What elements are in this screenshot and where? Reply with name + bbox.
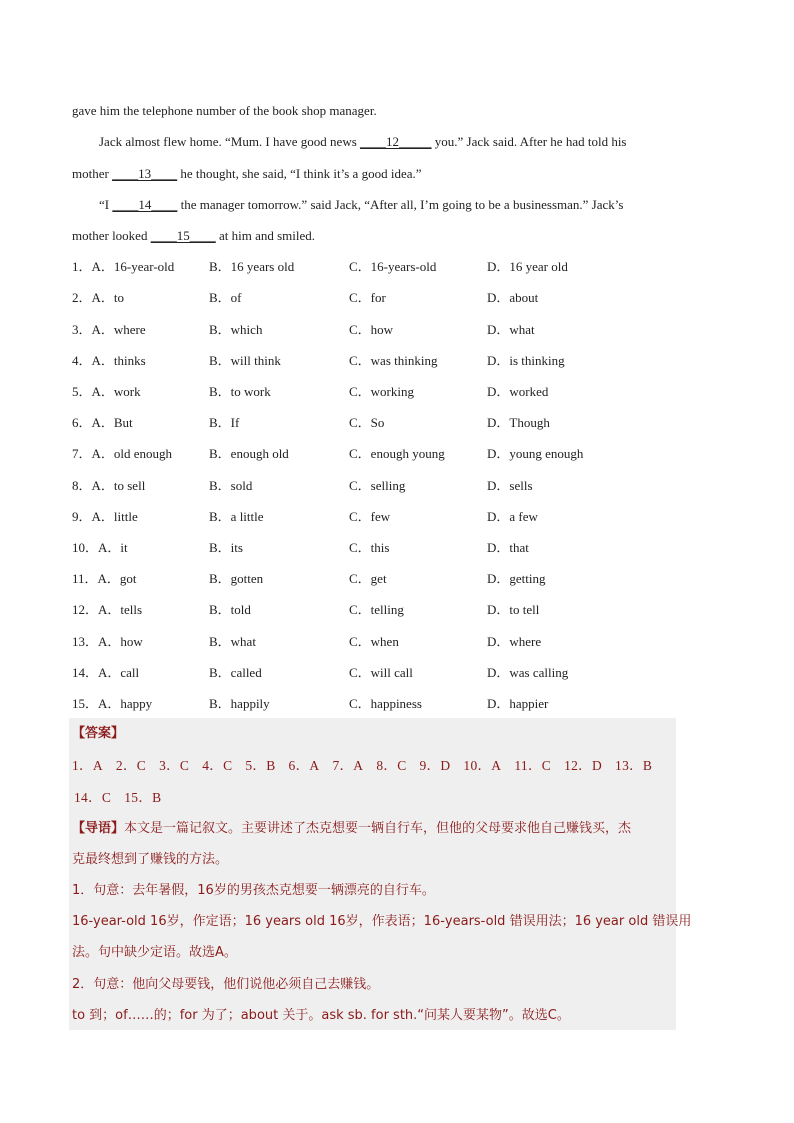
option-a: 8．A．to sell [72, 478, 146, 493]
option-a: 1．A．16-year-old [72, 259, 175, 274]
question-row [72, 634, 672, 650]
option-b: B．If [209, 415, 240, 430]
option-d: D．where [487, 634, 542, 649]
question-row [72, 353, 672, 369]
option-d: D．Though [487, 415, 550, 430]
answer-keys-row-2 [74, 789, 174, 807]
passage-text: mother [72, 166, 113, 181]
option-d: D．worked [487, 384, 549, 399]
option-c: C．get [349, 571, 387, 586]
answer-key: 5．B [245, 758, 276, 773]
question-row [72, 384, 672, 400]
answer-heading: 【答案】 [72, 726, 125, 741]
passage-line-5 [72, 228, 315, 244]
option-b: B．will think [209, 353, 281, 368]
option-d: D．what [487, 322, 535, 337]
option-d: D．to tell [487, 602, 540, 617]
answer-key: 6．A [288, 758, 320, 773]
option-a: 5．A．work [72, 384, 141, 399]
option-b: B．16 years old [209, 259, 295, 274]
option-c: C．happiness [349, 696, 422, 711]
answer-key: 7．A [332, 758, 364, 773]
explanation-1-title: 1．句意：去年暑假，16岁的男孩杰克想要一辆漂亮的自行车。 [72, 883, 435, 898]
option-b: B．its [209, 540, 243, 555]
intro-line-1 [72, 820, 631, 838]
option-a: 15．A．happy [72, 696, 153, 711]
question-row [72, 665, 672, 681]
option-b: B．happily [209, 696, 270, 711]
explanation-2-title: 2．句意：他向父母要钱，他们说他必须自己去赚钱。 [72, 977, 380, 992]
option-b: B．called [209, 665, 262, 680]
question-row [72, 696, 672, 712]
question-row [72, 540, 672, 556]
option-c: C．how [349, 322, 394, 337]
intro-text: 本文是一篇记叙文。主要讲述了杰克想要一辆自行车，但他的父母要求他自己赚钱买，杰 [124, 821, 632, 836]
question-row [72, 290, 672, 306]
answer-keys-row-1 [72, 757, 665, 775]
option-c: C．So [349, 415, 385, 430]
option-c: C．this [349, 540, 390, 555]
question-row [72, 322, 672, 338]
answer-key: 9．D [419, 758, 451, 773]
option-b: B．told [209, 602, 251, 617]
option-d: D．is thinking [487, 353, 565, 368]
option-a: 2．A．to [72, 290, 125, 305]
option-b: B．to work [209, 384, 271, 399]
answer-key: 8．C [376, 758, 407, 773]
answer-key: 1．A [72, 758, 103, 773]
option-c: C．working [349, 384, 415, 399]
passage-text: “I [99, 197, 113, 212]
answer-key: 12．D [564, 758, 603, 773]
passage-text: you.” Jack said. After he had told his [431, 134, 627, 149]
option-a: 12．A．tells [72, 602, 143, 617]
option-b: B．gotten [209, 571, 264, 586]
answer-key: 14．C [74, 790, 112, 805]
option-c: C．few [349, 509, 391, 524]
option-c: C．16-years-old [349, 259, 437, 274]
option-d: D．happier [487, 696, 549, 711]
option-a: 6．A．But [72, 415, 133, 430]
question-row [72, 415, 672, 431]
option-d: D．young enough [487, 446, 584, 461]
passage-text: mother looked [72, 228, 151, 243]
option-a: 3．A．where [72, 322, 146, 337]
option-d: D．was calling [487, 665, 569, 680]
option-a: 14．A．call [72, 665, 140, 680]
question-row [72, 478, 672, 494]
option-c: C．for [349, 290, 386, 305]
option-d: D．16 year old [487, 259, 568, 274]
passage-line-1: gave him the telephone number of the book shop manager. [72, 103, 377, 118]
question-row [72, 602, 672, 618]
question-row [72, 446, 672, 462]
answer-key: 2．C [115, 758, 147, 773]
option-d: D．a few [487, 509, 538, 524]
option-b: B．which [209, 322, 263, 337]
option-c: C．enough young [349, 446, 445, 461]
option-b: B．of [209, 290, 242, 305]
option-c: C．telling [349, 602, 404, 617]
option-b: B．a little [209, 509, 264, 524]
passage-text: at him and smiled. [215, 228, 316, 243]
blank-13: ____13____ [112, 166, 178, 181]
option-d: D．sells [487, 478, 533, 493]
option-a: 10．A．it [72, 540, 128, 555]
answer-key: 4．C [202, 758, 233, 773]
question-row [72, 509, 672, 525]
option-b: B．what [209, 634, 256, 649]
option-a: 9．A．little [72, 509, 138, 524]
option-d: D．getting [487, 571, 546, 586]
passage-line-2 [99, 134, 627, 150]
passage-line-3 [72, 166, 422, 182]
blank-14: ____14____ [112, 197, 178, 212]
option-b: B．enough old [209, 446, 289, 461]
intro-line-2: 克最终想到了赚钱的方法。 [72, 852, 229, 867]
passage-line-4 [99, 197, 623, 213]
option-c: C．selling [349, 478, 406, 493]
intro-label: 【导语】 [72, 821, 125, 836]
blank-12: ____12_____ [360, 134, 432, 149]
explanation-1-line-2: 法。句中缺少定语。故选A。 [72, 945, 237, 960]
answer-key: 11．C [514, 758, 552, 773]
question-row [72, 259, 672, 275]
passage-text: Jack almost flew home. “Mum. I have good news [99, 134, 361, 149]
question-row [72, 571, 672, 587]
option-c: C．was thinking [349, 353, 438, 368]
answer-key: 13．B [615, 758, 653, 773]
option-a: 4．A．thinks [72, 353, 146, 368]
answer-key: 3．C [159, 758, 190, 773]
option-a: 11．A．got [72, 571, 137, 586]
option-a: 7．A．old enough [72, 446, 173, 461]
blank-15: ____15____ [150, 228, 216, 243]
explanation-1-line-1: 16-year-old 16岁，作定语；16 years old 16岁，作表语；16-years-old 错误用法；16 year old 错误用 [72, 914, 692, 929]
option-a: 13．A．how [72, 634, 143, 649]
passage-text: the manager tomorrow.” said Jack, “After all, I’m going to be a businessman.” Jack’s [177, 197, 624, 212]
option-b: B．sold [209, 478, 253, 493]
passage-text: he thought, she said, “I think it’s a good idea.” [177, 166, 422, 181]
option-c: C．will call [349, 665, 413, 680]
option-d: D．that [487, 540, 529, 555]
option-d: D．about [487, 290, 539, 305]
answer-key: 10．A [463, 758, 502, 773]
explanation-2-line-1: to 到；of……的；for 为了；about 关于。ask sb. for sth.“问某人要某物”。故选C。 [72, 1008, 570, 1023]
answer-key: 15．B [124, 790, 162, 805]
option-c: C．when [349, 634, 399, 649]
